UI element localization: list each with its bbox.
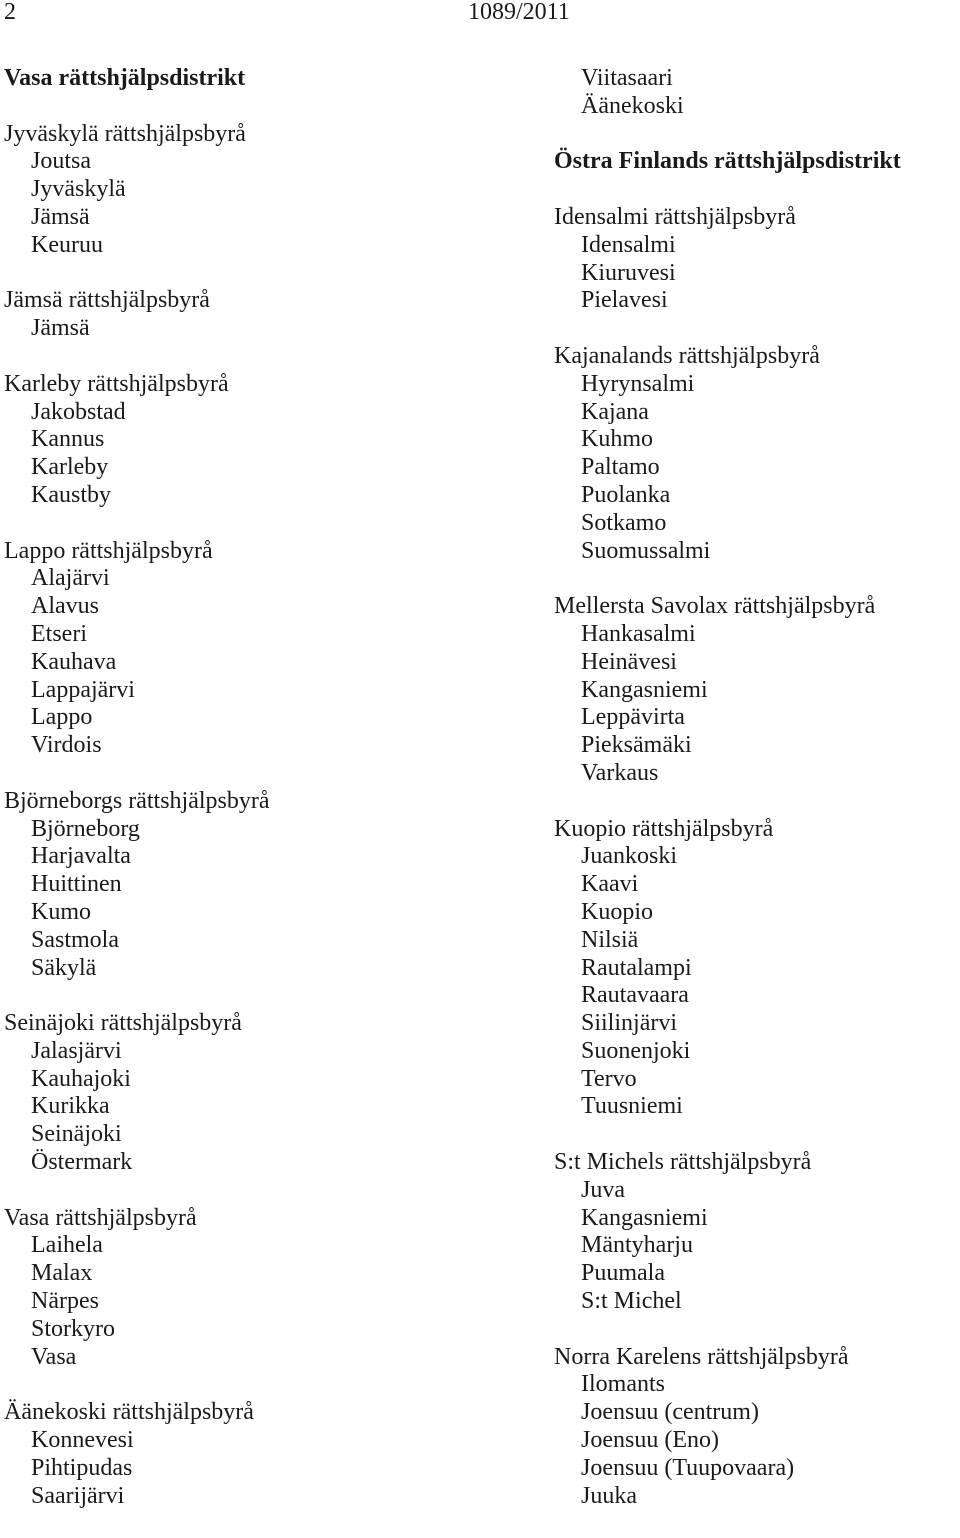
municipality-item: Varkaus <box>581 759 659 786</box>
municipality-item: Östermark <box>31 1149 133 1176</box>
municipality-item: Kiuruvesi <box>581 259 676 286</box>
municipality-item: Kangasniemi <box>581 1204 708 1231</box>
municipality-item: Pielavesi <box>581 287 668 314</box>
bureau-block <box>4 538 524 760</box>
municipality-item: Malax <box>31 1260 93 1287</box>
bureau-block <box>4 1399 524 1510</box>
municipality-item: Joensuu (Tuupovaara) <box>581 1454 795 1481</box>
municipality-item: Kuopio <box>581 898 653 925</box>
municipality-item: Kumo <box>31 898 91 925</box>
municipality-item: Hyrynsalmi <box>581 370 695 397</box>
bureau-name: Karleby rättshjälpsbyrå <box>4 370 229 397</box>
district-heading: Vasa rättshjälpsdistrikt <box>4 65 246 91</box>
municipality-item: Nilsiä <box>581 926 639 953</box>
municipality-item: Jämsä <box>31 203 90 230</box>
municipality-item: Alajärvi <box>31 565 110 592</box>
bureau-name: Jämsä rättshjälpsbyrå <box>4 287 210 314</box>
left-bureau-list <box>4 121 524 1511</box>
bureau-name: S:t Michels rättshjälpsbyrå <box>554 1149 812 1176</box>
municipality-item: S:t Michel <box>581 1288 682 1315</box>
municipality-item: Björneborg <box>31 815 140 842</box>
municipality-item: Hankasalmi <box>581 620 696 647</box>
bureau-name: Vasa rättshjälpsbyrå <box>4 1204 197 1231</box>
municipality-item: Joutsa <box>31 148 91 175</box>
municipality-item: Puumala <box>581 1260 665 1287</box>
municipality-item: Joensuu (Eno) <box>581 1427 719 1454</box>
municipality-item: Saarijärvi <box>31 1482 125 1509</box>
right-bureau-list <box>554 204 958 1510</box>
municipality-item: Suomussalmi <box>581 537 711 564</box>
municipality-item: Viitasaari <box>581 65 673 91</box>
municipality-item: Jämsä <box>31 315 90 342</box>
bureau-block <box>554 593 958 788</box>
municipality-item: Juva <box>581 1176 625 1203</box>
bureau-block <box>554 1149 958 1316</box>
bureau-name: Äänekoski rättshjälpsbyrå <box>4 1399 254 1426</box>
municipality-item: Pihtipudas <box>31 1454 133 1481</box>
bureau-block <box>4 287 524 343</box>
continued-municipality-list <box>554 65 958 121</box>
municipality-item: Idensalmi <box>581 231 676 258</box>
bureau-name: Norra Karelens rättshjälpsbyrå <box>554 1343 849 1370</box>
municipality-item: Pieksämäki <box>581 732 692 759</box>
municipality-item: Etseri <box>31 620 87 647</box>
bureau-block <box>554 816 958 1122</box>
municipality-item: Rautavaara <box>581 982 689 1009</box>
right-column <box>554 65 958 1538</box>
municipality-item: Kaustby <box>31 481 111 508</box>
municipality-item: Lappo <box>31 704 93 731</box>
municipality-item: Kaavi <box>581 871 639 898</box>
municipality-item: Kannus <box>31 426 105 453</box>
municipality-item: Äänekoski <box>581 92 684 119</box>
bureau-block <box>4 1010 524 1177</box>
bureau-name: Lappo rättshjälpsbyrå <box>4 537 213 564</box>
municipality-item: Leppävirta <box>581 704 685 731</box>
bureau-name: Kajanalands rättshjälpsbyrå <box>554 342 820 369</box>
municipality-item: Ilomants <box>581 1371 665 1398</box>
bureau-block <box>4 788 524 983</box>
municipality-item: Tuusniemi <box>581 1093 683 1120</box>
municipality-item: Harjavalta <box>31 843 131 870</box>
municipality-item: Virdois <box>31 732 102 759</box>
municipality-item: Storkyro <box>31 1315 115 1342</box>
bureau-name: Seinäjoki rättshjälpsbyrå <box>4 1010 242 1037</box>
document-reference: 1089/2011 <box>468 0 570 25</box>
municipality-item: Kuhmo <box>581 426 653 453</box>
municipality-item: Kauhava <box>31 648 117 675</box>
municipality-item: Karleby <box>31 454 109 481</box>
municipality-item: Kajana <box>581 398 649 425</box>
municipality-item: Puolanka <box>581 481 671 508</box>
municipality-item: Suonenjoki <box>581 1037 691 1064</box>
municipality-item: Kauhajoki <box>31 1065 131 1092</box>
municipality-item: Jalasjärvi <box>31 1037 122 1064</box>
municipality-item: Närpes <box>31 1288 99 1315</box>
bureau-name: Jyväskylä rättshjälpsbyrå <box>4 120 246 147</box>
municipality-item: Lappajärvi <box>31 676 135 703</box>
municipality-item: Jyväskylä <box>31 176 126 203</box>
municipality-item: Huittinen <box>31 871 122 898</box>
left-column <box>4 65 524 1538</box>
bureau-name: Mellersta Savolax rättshjälpsbyrå <box>554 593 876 620</box>
bureau-block <box>554 204 958 315</box>
municipality-item: Sastmola <box>31 926 119 953</box>
municipality-item: Vasa <box>31 1343 77 1370</box>
bureau-name: Idensalmi rättshjälpsbyrå <box>554 203 796 230</box>
municipality-item: Juankoski <box>581 843 677 870</box>
district-heading: Östra Finlands rättshjälpsdistrikt <box>554 148 901 175</box>
page-number: 2 <box>4 0 16 25</box>
bureau-block <box>4 1205 524 1372</box>
municipality-item: Keuruu <box>31 231 103 258</box>
municipality-item: Heinävesi <box>581 648 677 675</box>
municipality-item: Rautalampi <box>581 954 692 981</box>
bureau-block <box>554 343 958 565</box>
municipality-item: Sotkamo <box>581 509 667 536</box>
bureau-block <box>554 1344 958 1511</box>
municipality-item: Juuka <box>581 1482 637 1509</box>
municipality-item: Jakobstad <box>31 398 126 425</box>
municipality-item: Säkylä <box>31 954 97 981</box>
municipality-item: Kangasniemi <box>581 676 708 703</box>
bureau-name: Björneborgs rättshjälpsbyrå <box>4 787 270 814</box>
municipality-item: Mäntyharju <box>581 1232 693 1259</box>
municipality-item: Alavus <box>31 593 99 620</box>
bureau-name: Kuopio rättshjälpsbyrå <box>554 815 774 842</box>
municipality-item: Kurikka <box>31 1093 110 1120</box>
municipality-item: Siilinjärvi <box>581 1010 677 1037</box>
bureau-block <box>4 371 524 510</box>
municipality-item: Laihela <box>31 1232 103 1259</box>
bureau-block <box>4 121 524 260</box>
municipality-item: Konnevesi <box>31 1427 134 1454</box>
municipality-item: Joensuu (centrum) <box>581 1399 759 1426</box>
municipality-item: Paltamo <box>581 454 660 481</box>
municipality-item: Seinäjoki <box>31 1121 122 1148</box>
municipality-item: Tervo <box>581 1065 637 1092</box>
